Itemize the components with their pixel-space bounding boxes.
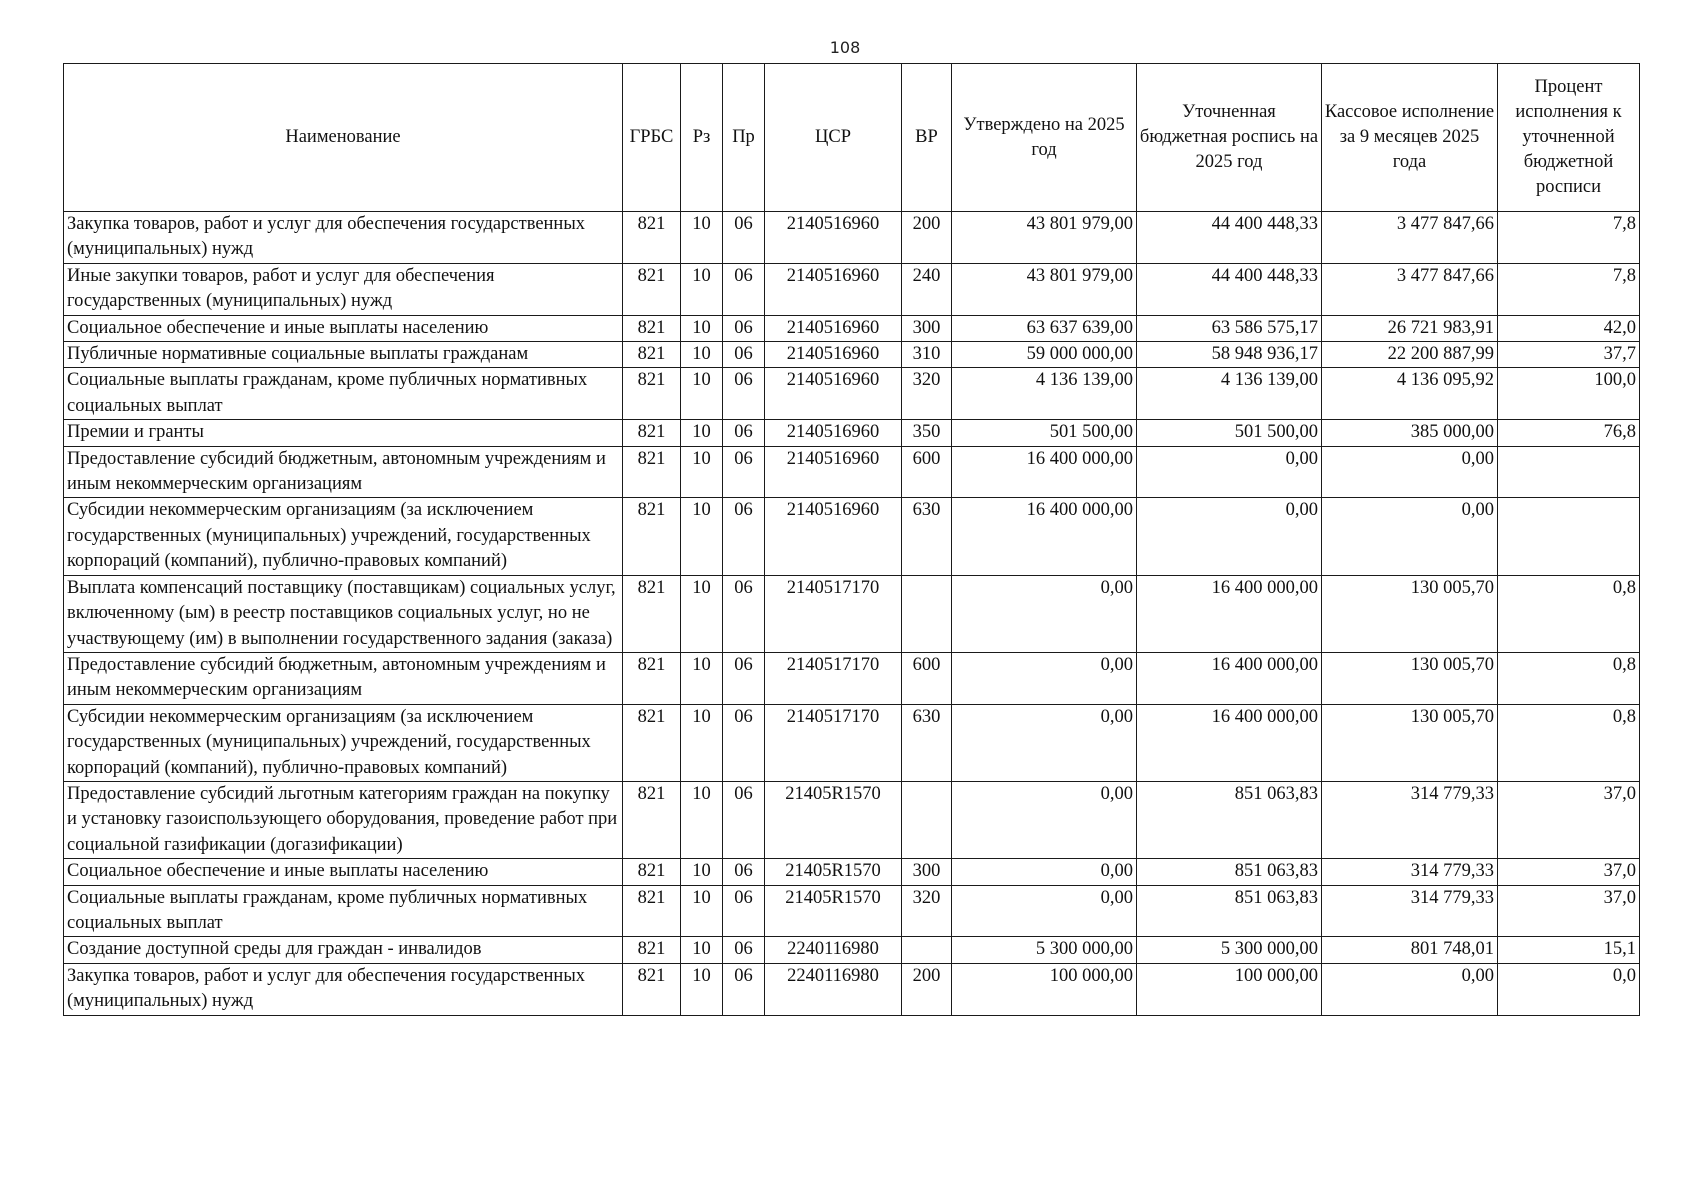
cell-approved: 16 400 000,00: [952, 498, 1137, 575]
cell-cash: 0,00: [1322, 498, 1498, 575]
cell-approved: 0,00: [952, 575, 1137, 652]
cell-name: Предоставление субсидий бюджетным, автономным учреждениям и иным некоммерческим организациям: [64, 652, 623, 704]
cell-cash: 3 477 847,66: [1322, 263, 1498, 315]
cell-percent: 42,0: [1498, 315, 1640, 341]
table-row: [64, 963, 1640, 1015]
cell-pr: 06: [723, 368, 765, 420]
cell-name: Закупка товаров, работ и услуг для обеспечения государственных (муниципальных) нужд: [64, 963, 623, 1015]
cell-refined: 851 063,83: [1137, 885, 1322, 937]
cell-name: Социальное обеспечение и иные выплаты населению: [64, 859, 623, 885]
cell-refined: 16 400 000,00: [1137, 575, 1322, 652]
cell-refined: 44 400 448,33: [1137, 263, 1322, 315]
header-approved: Утверждено на 2025 год: [952, 64, 1137, 212]
cell-rz: 10: [681, 781, 723, 858]
cell-refined: 4 136 139,00: [1137, 368, 1322, 420]
cell-pr: 06: [723, 498, 765, 575]
cell-grbs: 821: [623, 937, 681, 963]
table-row: [64, 212, 1640, 264]
cell-name: Социальное обеспечение и иные выплаты населению: [64, 315, 623, 341]
cell-vr: 310: [902, 342, 952, 368]
cell-rz: 10: [681, 446, 723, 498]
cell-rz: 10: [681, 315, 723, 341]
cell-cash: 130 005,70: [1322, 652, 1498, 704]
cell-rz: 10: [681, 859, 723, 885]
cell-csr: 2240116980: [765, 963, 902, 1015]
cell-pr: 06: [723, 652, 765, 704]
cell-rz: 10: [681, 420, 723, 446]
cell-pr: 06: [723, 781, 765, 858]
cell-csr: 2140516960: [765, 212, 902, 264]
table-row: [64, 315, 1640, 341]
cell-vr: [902, 937, 952, 963]
cell-approved: 0,00: [952, 885, 1137, 937]
cell-name: Иные закупки товаров, работ и услуг для обеспечения государственных (муниципальных) нужд: [64, 263, 623, 315]
cell-name: Закупка товаров, работ и услуг для обеспечения государственных (муниципальных) нужд: [64, 212, 623, 264]
cell-rz: 10: [681, 263, 723, 315]
cell-approved: 16 400 000,00: [952, 446, 1137, 498]
table-row: [64, 781, 1640, 858]
cell-vr: 630: [902, 704, 952, 781]
cell-cash: 3 477 847,66: [1322, 212, 1498, 264]
cell-grbs: 821: [623, 652, 681, 704]
cell-cash: 130 005,70: [1322, 704, 1498, 781]
cell-csr: 2140516960: [765, 446, 902, 498]
cell-name: Предоставление субсидий льготным категориям граждан на покупку и установку газоиспользующего оборудования, проведение работ при социальной газификации (догазификации): [64, 781, 623, 858]
cell-grbs: 821: [623, 212, 681, 264]
cell-percent: 37,7: [1498, 342, 1640, 368]
cell-csr: 2140516960: [765, 315, 902, 341]
cell-csr: 21405R1570: [765, 885, 902, 937]
cell-csr: 2140517170: [765, 704, 902, 781]
cell-pr: 06: [723, 315, 765, 341]
cell-name: Выплата компенсаций поставщику (поставщикам) социальных услуг, включенному (ым) в реестр поставщиков социальных услуг, но не участвующему (им) в выполнении государственного задания (заказа): [64, 575, 623, 652]
header-refined: Уточненная бюджетная роспись на 2025 год: [1137, 64, 1322, 212]
table-row: [64, 342, 1640, 368]
cell-grbs: 821: [623, 885, 681, 937]
cell-csr: 2140516960: [765, 420, 902, 446]
table-row: [64, 498, 1640, 575]
page-number: 108: [829, 38, 861, 57]
cell-grbs: 821: [623, 263, 681, 315]
cell-csr: 2140516960: [765, 498, 902, 575]
cell-approved: 43 801 979,00: [952, 212, 1137, 264]
cell-rz: 10: [681, 652, 723, 704]
cell-approved: 0,00: [952, 859, 1137, 885]
cell-refined: 44 400 448,33: [1137, 212, 1322, 264]
cell-grbs: 821: [623, 368, 681, 420]
cell-refined: 100 000,00: [1137, 963, 1322, 1015]
cell-percent: 0,8: [1498, 575, 1640, 652]
table-row: [64, 704, 1640, 781]
cell-grbs: 821: [623, 342, 681, 368]
cell-vr: 600: [902, 446, 952, 498]
cell-vr: 630: [902, 498, 952, 575]
cell-vr: [902, 575, 952, 652]
cell-refined: 16 400 000,00: [1137, 704, 1322, 781]
cell-pr: 06: [723, 446, 765, 498]
cell-grbs: 821: [623, 859, 681, 885]
cell-pr: 06: [723, 859, 765, 885]
table-row: [64, 446, 1640, 498]
cell-percent: [1498, 498, 1640, 575]
cell-rz: 10: [681, 963, 723, 1015]
cell-name: Субсидии некоммерческим организациям (за исключением государственных (муниципальных) учреждений, государственных корпораций (компаний), публично-правовых компаний): [64, 704, 623, 781]
header-name: Наименование: [64, 64, 623, 212]
cell-rz: 10: [681, 575, 723, 652]
header-percent: Процент исполнения к уточненной бюджетной росписи: [1498, 64, 1640, 212]
table-row: [64, 420, 1640, 446]
cell-grbs: 821: [623, 315, 681, 341]
table-row: [64, 859, 1640, 885]
header-grbs: ГРБС: [623, 64, 681, 212]
cell-refined: 0,00: [1137, 446, 1322, 498]
cell-cash: 801 748,01: [1322, 937, 1498, 963]
cell-approved: 63 637 639,00: [952, 315, 1137, 341]
cell-grbs: 821: [623, 420, 681, 446]
cell-approved: 0,00: [952, 652, 1137, 704]
cell-approved: 4 136 139,00: [952, 368, 1137, 420]
cell-refined: 58 948 936,17: [1137, 342, 1322, 368]
cell-pr: 06: [723, 575, 765, 652]
cell-cash: 314 779,33: [1322, 859, 1498, 885]
cell-pr: 06: [723, 937, 765, 963]
cell-rz: 10: [681, 498, 723, 575]
cell-csr: 2140517170: [765, 652, 902, 704]
cell-grbs: 821: [623, 704, 681, 781]
cell-rz: 10: [681, 937, 723, 963]
table-row: [64, 885, 1640, 937]
cell-name: Социальные выплаты гражданам, кроме публичных нормативных социальных выплат: [64, 368, 623, 420]
cell-vr: 320: [902, 368, 952, 420]
cell-approved: 0,00: [952, 781, 1137, 858]
cell-cash: 314 779,33: [1322, 885, 1498, 937]
cell-vr: 300: [902, 859, 952, 885]
cell-refined: 5 300 000,00: [1137, 937, 1322, 963]
cell-approved: 100 000,00: [952, 963, 1137, 1015]
table-row: [64, 368, 1640, 420]
cell-cash: 0,00: [1322, 446, 1498, 498]
header-cash: Кассовое исполнение за 9 месяцев 2025 года: [1322, 64, 1498, 212]
cell-cash: 4 136 095,92: [1322, 368, 1498, 420]
cell-name: Публичные нормативные социальные выплаты гражданам: [64, 342, 623, 368]
header-csr: ЦСР: [765, 64, 902, 212]
cell-refined: 851 063,83: [1137, 859, 1322, 885]
cell-csr: 2140517170: [765, 575, 902, 652]
cell-percent: 7,8: [1498, 263, 1640, 315]
cell-cash: 26 721 983,91: [1322, 315, 1498, 341]
cell-cash: 0,00: [1322, 963, 1498, 1015]
cell-percent: 37,0: [1498, 781, 1640, 858]
cell-vr: 350: [902, 420, 952, 446]
table-row: [64, 652, 1640, 704]
cell-rz: 10: [681, 885, 723, 937]
cell-approved: 5 300 000,00: [952, 937, 1137, 963]
cell-grbs: 821: [623, 498, 681, 575]
cell-refined: 63 586 575,17: [1137, 315, 1322, 341]
cell-vr: [902, 781, 952, 858]
header-rz: Рз: [681, 64, 723, 212]
cell-name: Премии и гранты: [64, 420, 623, 446]
cell-approved: 0,00: [952, 704, 1137, 781]
cell-pr: 06: [723, 212, 765, 264]
cell-refined: 501 500,00: [1137, 420, 1322, 446]
cell-grbs: 821: [623, 963, 681, 1015]
table-row: [64, 575, 1640, 652]
cell-vr: 200: [902, 963, 952, 1015]
table-row: [64, 937, 1640, 963]
cell-name: Создание доступной среды для граждан - инвалидов: [64, 937, 623, 963]
cell-refined: 16 400 000,00: [1137, 652, 1322, 704]
cell-percent: 76,8: [1498, 420, 1640, 446]
cell-percent: 0,8: [1498, 704, 1640, 781]
cell-csr: 2140516960: [765, 263, 902, 315]
cell-cash: 22 200 887,99: [1322, 342, 1498, 368]
cell-csr: 21405R1570: [765, 781, 902, 858]
cell-grbs: 821: [623, 446, 681, 498]
cell-pr: 06: [723, 885, 765, 937]
cell-rz: 10: [681, 368, 723, 420]
cell-percent: 0,8: [1498, 652, 1640, 704]
cell-percent: 100,0: [1498, 368, 1640, 420]
cell-refined: 851 063,83: [1137, 781, 1322, 858]
cell-percent: 7,8: [1498, 212, 1640, 264]
cell-refined: 0,00: [1137, 498, 1322, 575]
cell-cash: 130 005,70: [1322, 575, 1498, 652]
table-header-row: [64, 64, 1640, 212]
cell-vr: 200: [902, 212, 952, 264]
cell-approved: 43 801 979,00: [952, 263, 1137, 315]
cell-cash: 385 000,00: [1322, 420, 1498, 446]
header-pr: Пр: [723, 64, 765, 212]
cell-rz: 10: [681, 212, 723, 264]
cell-pr: 06: [723, 420, 765, 446]
cell-name: Предоставление субсидий бюджетным, автономным учреждениям и иным некоммерческим организациям: [64, 446, 623, 498]
cell-csr: 2240116980: [765, 937, 902, 963]
cell-grbs: 821: [623, 781, 681, 858]
cell-pr: 06: [723, 704, 765, 781]
cell-vr: 300: [902, 315, 952, 341]
cell-rz: 10: [681, 342, 723, 368]
cell-cash: 314 779,33: [1322, 781, 1498, 858]
cell-approved: 59 000 000,00: [952, 342, 1137, 368]
cell-csr: 2140516960: [765, 342, 902, 368]
budget-execution-table: [63, 63, 1640, 1016]
cell-name: Социальные выплаты гражданам, кроме публичных нормативных социальных выплат: [64, 885, 623, 937]
cell-percent: 0,0: [1498, 963, 1640, 1015]
cell-csr: 2140516960: [765, 368, 902, 420]
cell-vr: 240: [902, 263, 952, 315]
cell-grbs: 821: [623, 575, 681, 652]
cell-approved: 501 500,00: [952, 420, 1137, 446]
cell-rz: 10: [681, 704, 723, 781]
cell-vr: 600: [902, 652, 952, 704]
header-vr: ВР: [902, 64, 952, 212]
cell-pr: 06: [723, 963, 765, 1015]
cell-percent: [1498, 446, 1640, 498]
cell-percent: 37,0: [1498, 885, 1640, 937]
cell-pr: 06: [723, 263, 765, 315]
cell-pr: 06: [723, 342, 765, 368]
cell-percent: 15,1: [1498, 937, 1640, 963]
table-row: [64, 263, 1640, 315]
cell-csr: 21405R1570: [765, 859, 902, 885]
cell-percent: 37,0: [1498, 859, 1640, 885]
cell-name: Субсидии некоммерческим организациям (за исключением государственных (муниципальных) учреждений, государственных корпораций (компаний), публично-правовых компаний): [64, 498, 623, 575]
cell-vr: 320: [902, 885, 952, 937]
